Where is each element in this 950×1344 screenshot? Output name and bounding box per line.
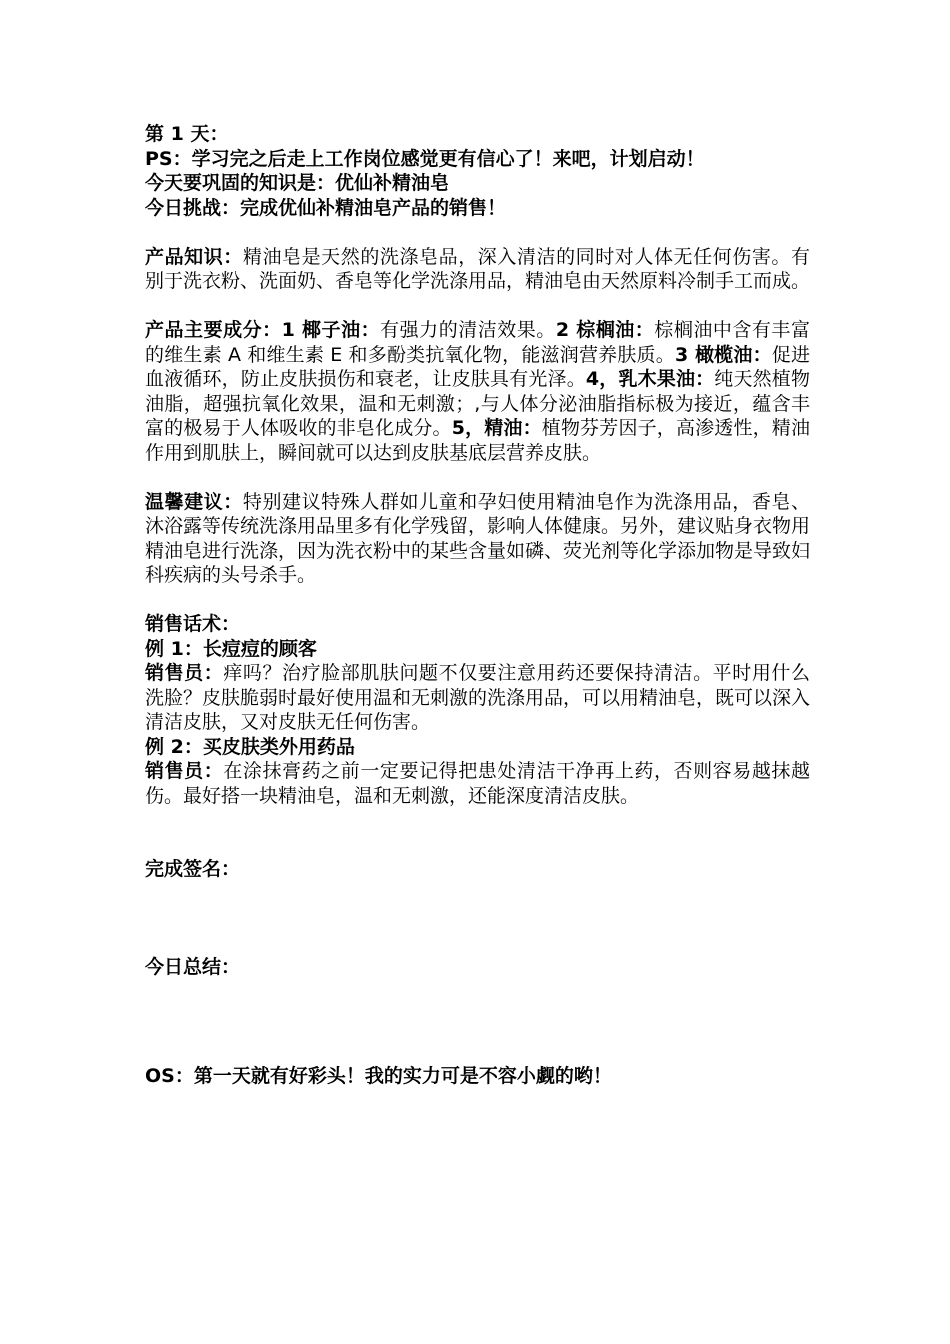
ingredient-name: 1 椰子油： [281,319,381,341]
speaker-label: 销售员： [145,662,224,684]
ingredient-text: 植物芬芳因子，高渗透性，精油作用到肌肤上，瞬间就可以达到皮肤基底层营养皮肤。 [145,417,810,464]
tips-label: 温馨建议： [145,490,243,513]
os-line: OS：第一天就有好彩头！我的实力可是不容小觑的哟！ [145,1065,612,1087]
tips-paragraph [145,490,810,588]
ingredients-paragraph [145,318,810,465]
example-2-paragraph [145,759,810,808]
example-2-text: 在涂抹膏药之前一定要记得把患处清洁干净再上药，否则容易越抹越伤。最好搭一块精油皂，温和无刺激，还能深度清洁皮肤。 [145,760,810,807]
ingredients-label: 产品主要成分： [145,319,282,341]
ingredient-name: 3 橄榄油： [674,343,772,366]
summary-label: 今日总结： [145,955,241,978]
tips-text: 特别建议特殊人群如儿童和孕妇使用精油皂作为洗涤用品，香皂、沐浴露等传统洗涤用品里多有化学残留，影响人体健康。另外，建议贴身衣物用精油皂进行洗涤，因为洗衣粉中的某些含量如磷、荧光剂等化学添加物是导致妇科疾病的头号杀手。 [145,490,811,586]
day-title: 第 1 天： [145,123,229,145]
example-1-title: 例 1：长痘痘的顾客 [145,637,317,660]
ingredient-text: 有强力的清洁效果。 [380,319,556,341]
ingredient-name: 5，精油： [451,417,542,439]
speaker-label: 销售员： [145,760,224,782]
knowledge-line: 今天要巩固的知识是：优仙补精油皂 [145,172,450,194]
product-knowledge-label: 产品知识： [145,245,243,268]
example-1-text: 痒吗？治疗脸部肌肤问题不仅要注意用药还要保持清洁。平时用什么洗脸？皮肤脆弱时最好使用温和无刺激的洗涤用品，可以用精油皂，既可以深入清洁皮肤，又对皮肤无任何伤害。 [145,662,811,733]
ingredient-text: 棕榈油中含有丰富的维生素 A 和维生素 E 和多酚类抗氧化物，能滋润营养肤质。 [145,319,810,366]
product-knowledge-text: 精油皂是天然的洗涤皂品，深入清洁的同时对人体无任何伤害。有别于洗衣粉、洗面奶、香皂等化学洗涤用品，精油皂由天然原料冷制手工而成。 [145,245,811,292]
ps-line: PS：学习完之后走上工作岗位感觉更有信心了！来吧，计划启动！ [145,147,705,170]
sales-script-title: 销售话术： [145,613,241,635]
ingredient-name: 4，乳木果油： [585,368,715,390]
ingredient-text: 纯天然植物油脂，超强抗氧化效果，温和无刺激；,与人体分泌油脂指标极为接近，蕴含丰富的极易于人体吸收的非皂化成分。 [145,368,810,439]
signature-label: 完成签名： [145,858,241,880]
example-2-title: 例 2：买皮肤类外用药品 [145,735,355,758]
challenge-line: 今日挑战：完成优仙补精油皂产品的销售！ [145,196,507,219]
ingredient-name: 2 棕榈油： [555,319,655,341]
product-knowledge-paragraph [145,245,810,294]
document-page [145,122,810,1089]
example-1-paragraph [145,661,810,735]
ingredient-text: 促进血液循环，防止皮肤损伤和衰老，让皮肤具有光泽。 [145,343,810,390]
